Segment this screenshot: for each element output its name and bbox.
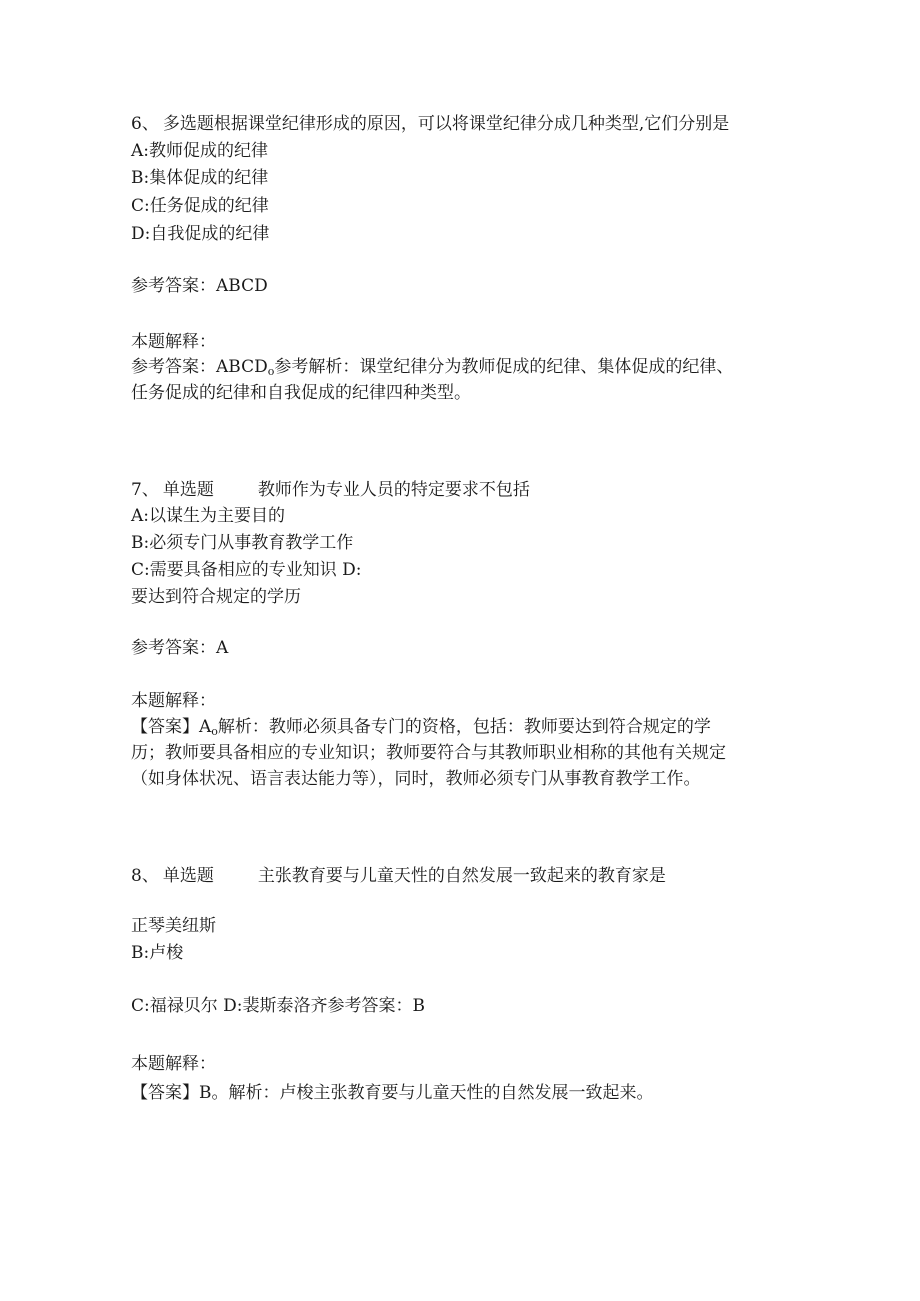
- option-d: D:自我促成的纪律: [131, 224, 270, 244]
- explanation-line: 【答案】$A_o$解析：教师必须具备专门的资格，包括：教师要达到符合规定的学: [131, 717, 711, 738]
- option-d: 要达到符合规定的学历: [131, 587, 301, 607]
- question-type: 单选题: [162, 480, 214, 500]
- question-number: 6、: [131, 114, 159, 134]
- explanation-line: 任务促成的纪律和自我促成的纪律四种类型。: [131, 383, 471, 403]
- explanation-line: （如身体状况、语言表达能力等），同时，教师必须专门从事教育教学工作。: [131, 769, 701, 789]
- option-a: 正琴美纽斯: [131, 916, 216, 936]
- question-6-title: [131, 113, 729, 135]
- answer-line: [131, 637, 228, 659]
- explanation-line: 【答案】B。解析：卢梭主张教育要与儿童天性的自然发展一致起来。: [131, 1083, 654, 1103]
- question-type: 单选题: [162, 866, 214, 886]
- subscript-mark: o: [211, 725, 218, 738]
- question-stem: 根据课堂纪律形成的原因，可以将课堂纪律分成几种类型,它们分别是: [213, 114, 730, 134]
- answer-label: 参考答案：: [131, 638, 216, 658]
- explanation-label: 本题解释：: [131, 1054, 216, 1074]
- question-stem: 主张教育要与儿童天性的自然发展一致起来的教育家是: [257, 866, 666, 886]
- option-c: C:需要具备相应的专业知识 D:: [131, 560, 362, 580]
- option-a: A:教师促成的纪律: [131, 141, 269, 161]
- answer-label: 参考答案：: [131, 276, 216, 296]
- subscript-mark: o: [267, 365, 275, 378]
- option-c: C:任务促成的纪律: [131, 196, 269, 216]
- question-8-title: [131, 865, 666, 887]
- explanation-line: 历；教师要具备相应的专业知识；教师要符合与其教师职业相称的其他有关规定: [131, 743, 726, 763]
- option-c-d-answer: C:福禄贝尔 D:裴斯泰洛齐参考答案：B: [131, 996, 425, 1016]
- answer-value: ABCD: [216, 276, 268, 296]
- question-number: 7、: [131, 480, 159, 500]
- answer-value: A: [216, 638, 229, 658]
- question-number: 8、: [131, 866, 159, 886]
- option-b: B:必须专门从事教育教学工作: [131, 533, 354, 553]
- option-a: A:以谋生为主要目的: [131, 506, 286, 526]
- option-b: B:卢梭: [131, 943, 184, 963]
- explanation-label: 本题解释：: [131, 691, 216, 711]
- answer-line: [131, 275, 268, 297]
- explanation-line: 参考答案：$ABCD_o$参考解析：课堂纪律分为教师促成的纪律、集体促成的纪律、: [131, 357, 734, 378]
- option-b: B:集体促成的纪律: [131, 168, 269, 188]
- question-stem: 教师作为专业人员的特定要求不包括: [257, 480, 530, 500]
- explanation-label: 本题解释：: [131, 332, 216, 352]
- question-7-title: [131, 479, 530, 501]
- question-type: 多选题: [162, 114, 214, 134]
